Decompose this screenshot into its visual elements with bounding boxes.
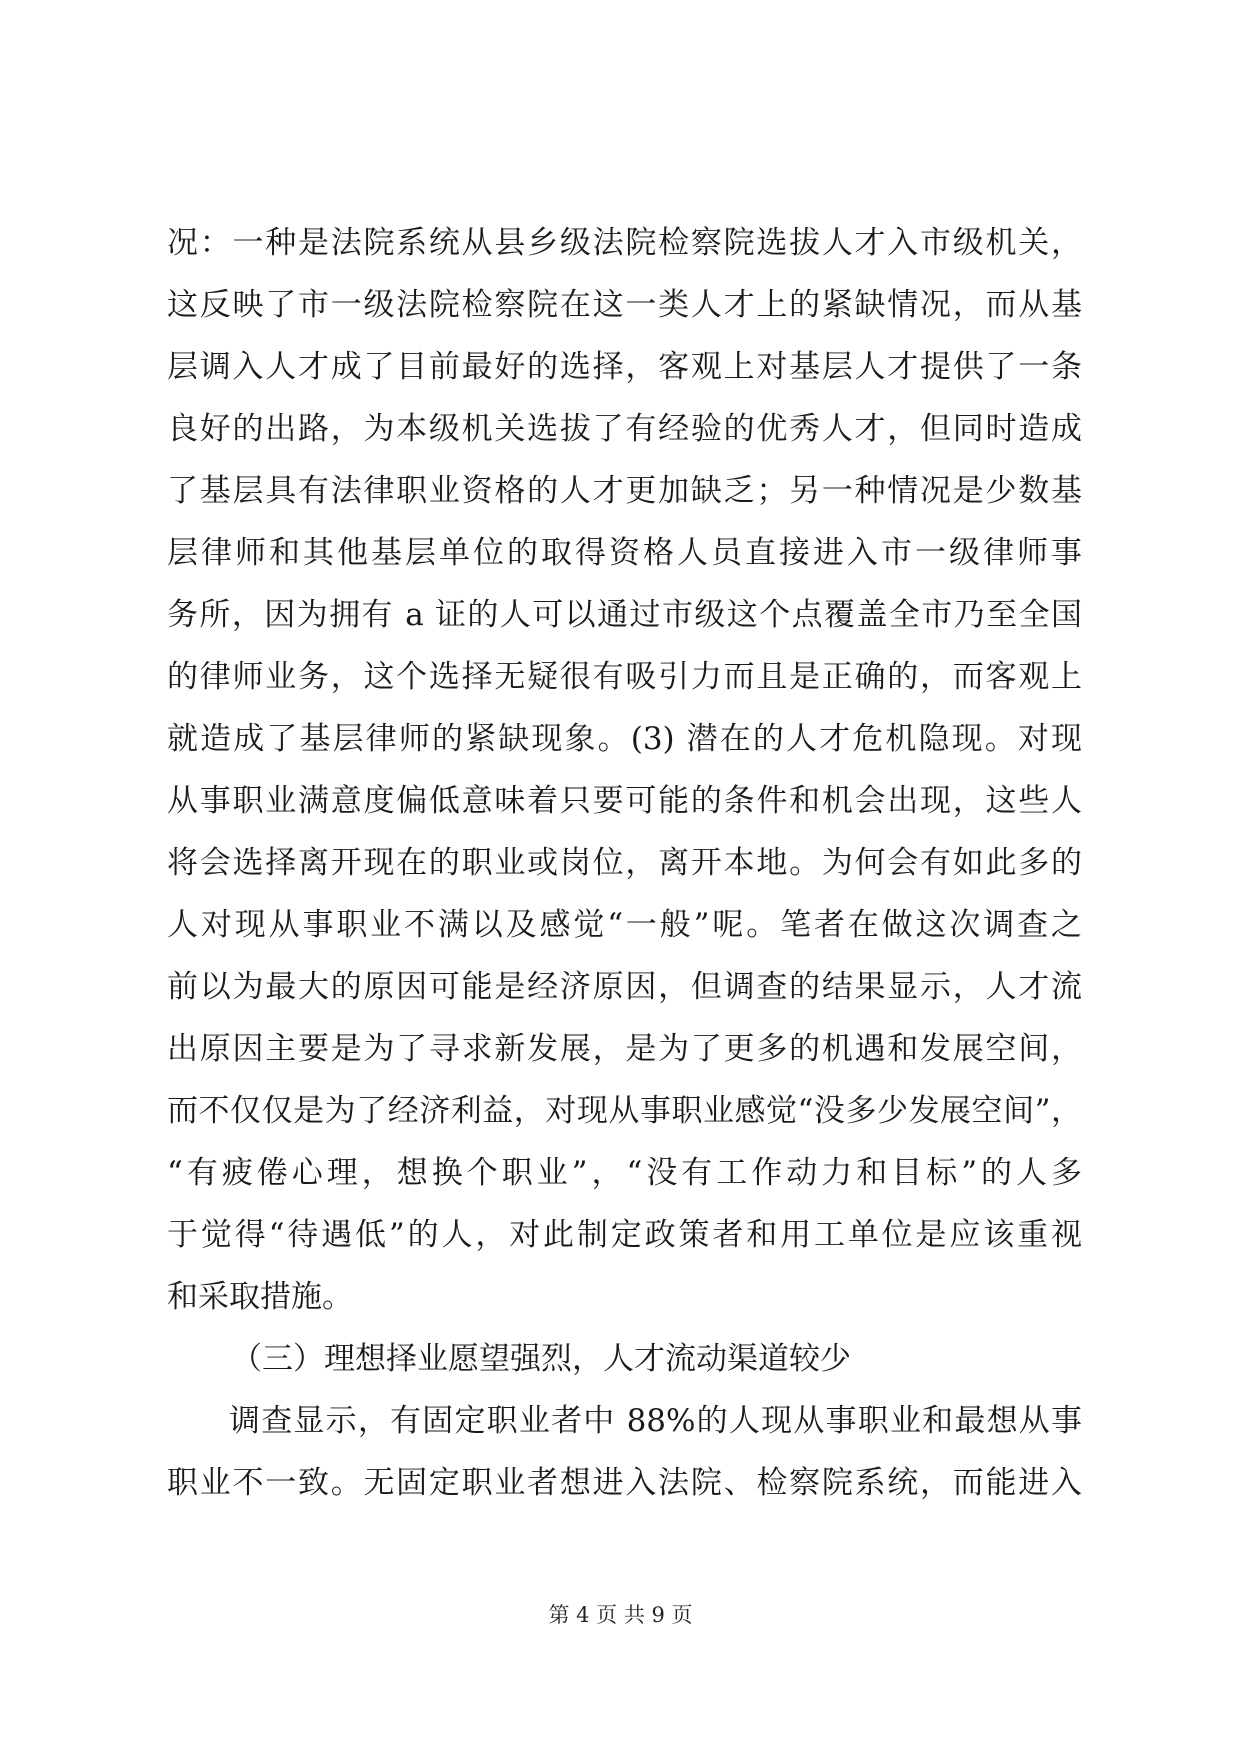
- text-line: 出原因主要是为了寻求新发展，是为了更多的机遇和发展空间，: [167, 1031, 1082, 1067]
- text-line: 务所，因为拥有 a 证的人可以通过市级这个点覆盖全市乃至全国: [167, 597, 1082, 633]
- text-line: 层律师和其他基层单位的取得资格人员直接进入市一级律师事: [167, 535, 1082, 571]
- text-line: 况：一种是法院系统从县乡级法院检察院选拔人才入市级机关，: [167, 225, 1082, 261]
- text-line: 职业不一致。无固定职业者想进入法院、检察院系统，而能进入: [167, 1465, 1082, 1501]
- text-line: 将会选择离开现在的职业或岗位，离开本地。为何会有如此多的: [167, 845, 1082, 881]
- text-line: 就造成了基层律师的紧缺现象。(3) 潜在的人才危机隐现。对现: [167, 721, 1082, 757]
- text-line: 调查显示，有固定职业者中 88%的人现从事职业和最想从事: [229, 1403, 1082, 1439]
- text-line: 从事职业满意度偏低意味着只要可能的条件和机会出现，这些人: [167, 783, 1082, 819]
- text-line: “有疲倦心理，想换个职业”，“没有工作动力和目标”的人多: [167, 1155, 1082, 1191]
- text-line: 前以为最大的原因可能是经济原因，但调查的结果显示，人才流: [167, 969, 1082, 1005]
- text-line: 良好的出路，为本级机关选拔了有经验的优秀人才，但同时造成: [167, 411, 1082, 447]
- section-heading: （三）理想择业愿望强烈，人才流动渠道较少: [231, 1341, 851, 1377]
- text-line: 人对现从事职业不满以及感觉“一般”呢。笔者在做这次调查之: [167, 907, 1082, 943]
- text-line: 的律师业务，这个选择无疑很有吸引力而且是正确的，而客观上: [167, 659, 1082, 695]
- text-line: 层调入人才成了目前最好的选择，客观上对基层人才提供了一条: [167, 349, 1082, 385]
- body-text: [167, 212, 1082, 1514]
- text-line: 于觉得“待遇低”的人，对此制定政策者和用工单位是应该重视: [167, 1217, 1082, 1253]
- text-line: 这反映了市一级法院检察院在这一类人才上的紧缺情况，而从基: [167, 287, 1082, 323]
- page-number-footer: 第 4 页 共 9 页: [548, 1603, 693, 1627]
- text-line: 和采取措施。: [167, 1279, 353, 1315]
- text-line: 了基层具有法律职业资格的人才更加缺乏；另一种情况是少数基: [167, 473, 1082, 509]
- text-line: 而不仅仅是为了经济利益，对现从事职业感觉“没多少发展空间”，: [167, 1093, 1082, 1129]
